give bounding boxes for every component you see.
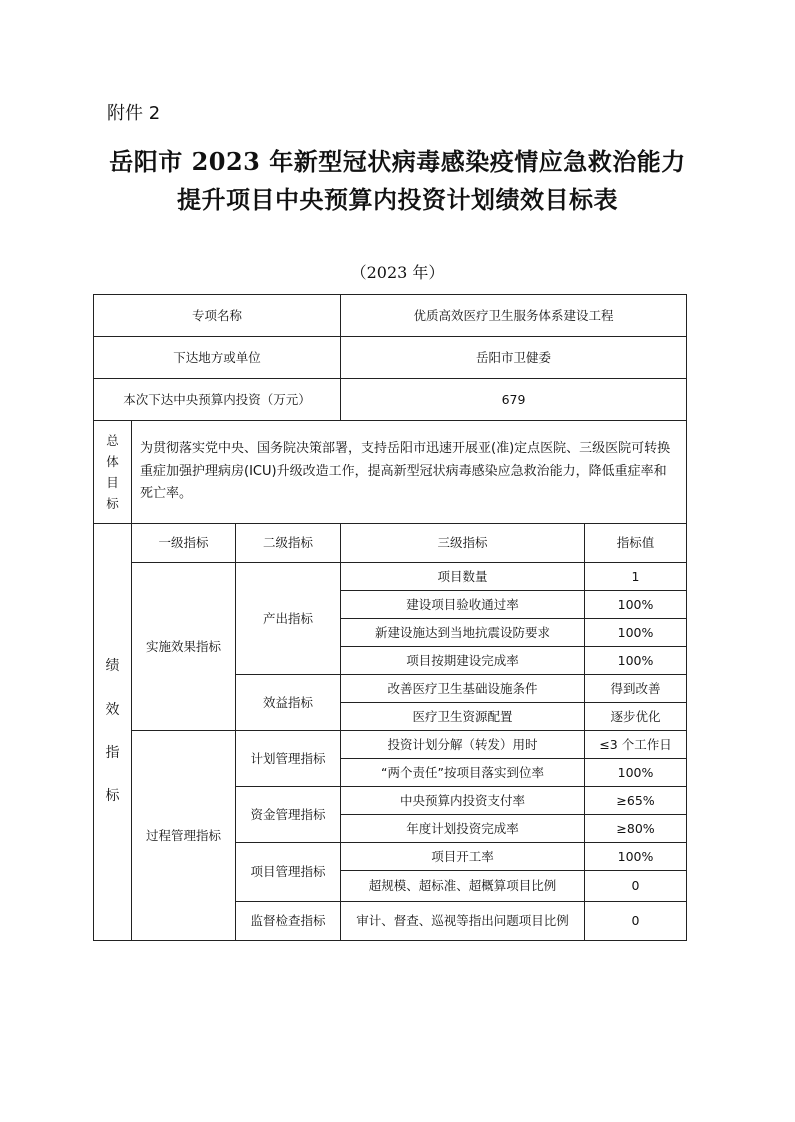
indicator-name: 年度计划投资完成率	[341, 815, 585, 843]
level1-process: 过程管理指标	[132, 731, 236, 941]
header-row-investment	[94, 379, 687, 421]
indicator-value: ≥65%	[585, 787, 687, 815]
investment-value: 679	[341, 379, 687, 421]
goal-label-char: 体	[106, 453, 119, 469]
indicators-label	[94, 524, 132, 941]
indicator-label-char: 指	[105, 745, 120, 761]
indicator-value: 逐步优化	[585, 703, 687, 731]
overall-goal-label	[94, 421, 132, 524]
level2-fund: 资金管理指标	[236, 787, 341, 843]
overall-goal-row	[94, 421, 687, 524]
col-header-level3: 三级指标	[341, 524, 585, 563]
indicator-name: 项目开工率	[341, 843, 585, 871]
document-title-line2: 提升项目中央预算内投资计划绩效目标表	[177, 185, 618, 214]
unit-label: 下达地方或单位	[94, 337, 341, 379]
col-header-level2: 二级指标	[236, 524, 341, 563]
indicator-value: 100%	[585, 591, 687, 619]
indicator-header-row	[94, 524, 687, 563]
indicator-row	[94, 731, 687, 759]
project-name-label: 专项名称	[94, 295, 341, 337]
indicator-value: 0	[585, 871, 687, 902]
indicator-label-char: 标	[105, 788, 120, 805]
indicator-name: 项目按期建设完成率	[341, 647, 585, 675]
indicator-label-char: 效	[105, 701, 120, 718]
indicator-row	[94, 563, 687, 591]
indicator-value: 100%	[585, 843, 687, 871]
attachment-label: 附件 2	[107, 103, 161, 124]
indicator-value: 0	[585, 902, 687, 941]
document-title-line1: 岳阳市 2023 年新型冠状病毒感染疫情应急救治能力	[109, 147, 686, 176]
indicator-value: 100%	[585, 647, 687, 675]
unit-value: 岳阳市卫健委	[341, 337, 687, 379]
performance-target-table	[93, 294, 687, 941]
year-label: （2023 年）	[350, 263, 445, 282]
goal-label-char: 总	[106, 432, 119, 448]
indicator-name: 项目数量	[341, 563, 585, 591]
level1-impl: 实施效果指标	[132, 563, 236, 731]
header-row-unit	[94, 337, 687, 379]
indicator-value: 1	[585, 563, 687, 591]
header-row-project-name	[94, 295, 687, 337]
goal-label-char: 目	[106, 475, 119, 490]
indicator-name: 超规模、超标准、超概算项目比例	[341, 871, 585, 902]
indicator-name: 改善医疗卫生基础设施条件	[341, 675, 585, 703]
indicator-value: 100%	[585, 619, 687, 647]
col-header-value: 指标值	[585, 524, 687, 563]
indicator-value: 100%	[585, 759, 687, 787]
level2-output: 产出指标	[236, 563, 341, 675]
level2-supervision: 监督检查指标	[236, 902, 341, 941]
indicator-value: ≥80%	[585, 815, 687, 843]
indicator-name: 建设项目验收通过率	[341, 591, 585, 619]
indicator-name: 投资计划分解（转发）用时	[341, 731, 585, 759]
indicator-name: 新建设施达到当地抗震设防要求	[341, 619, 585, 647]
level2-project: 项目管理指标	[236, 843, 341, 902]
indicator-value: ≤3 个工作日	[585, 731, 687, 759]
indicator-label-char: 绩	[105, 658, 120, 675]
indicator-name: 中央预算内投资支付率	[341, 787, 585, 815]
level2-benefit: 效益指标	[236, 675, 341, 731]
col-header-level1: 一级指标	[132, 524, 236, 563]
goal-label-char: 标	[106, 496, 119, 512]
indicator-value: 得到改善	[585, 675, 687, 703]
level2-plan: 计划管理指标	[236, 731, 341, 787]
investment-label: 本次下达中央预算内投资（万元）	[94, 379, 341, 421]
overall-goal-text: 为贯彻落实党中央、国务院决策部署，支持岳阳市迅速开展亚(准)定点医院、三级医院可转换重症加强护理病房(ICU)升级改造工作，提高新型冠状病毒感染应急救治能力，降低重症率和死亡率。	[132, 421, 687, 524]
project-name-value: 优质高效医疗卫生服务体系建设工程	[341, 295, 687, 337]
indicator-name: 审计、督查、巡视等指出问题项目比例	[341, 902, 585, 941]
indicator-name: 医疗卫生资源配置	[341, 703, 585, 731]
indicator-name: “两个责任”按项目落实到位率	[341, 759, 585, 787]
